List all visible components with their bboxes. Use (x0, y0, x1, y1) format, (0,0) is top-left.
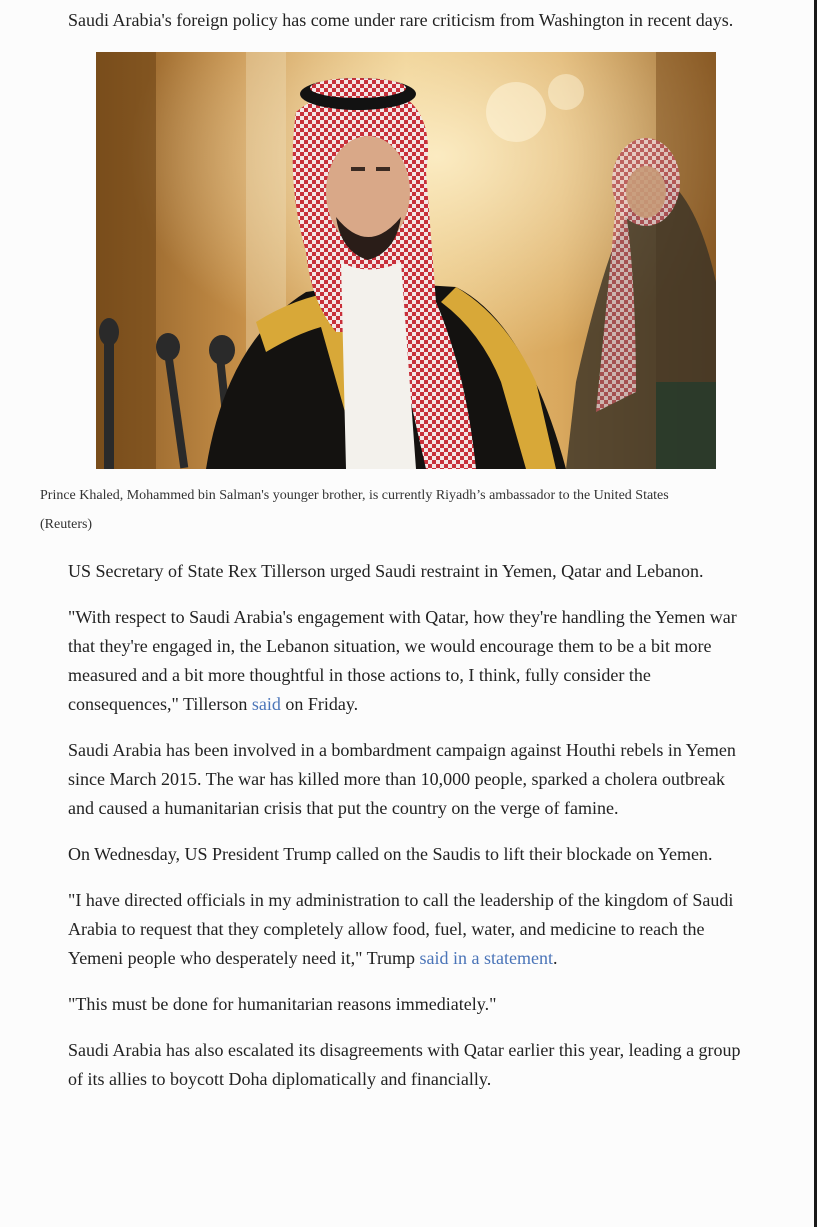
said-link[interactable]: said (251, 694, 281, 714)
article-body (40, 6, 748, 1111)
quote-text: "I have directed officials in my administration to call the leadership of the kingdom of Saudi Arabia to request that they completely allow food, fuel, water, and medicine to reach the Yemeni people who desperately need it," Trump (68, 890, 734, 968)
paragraph-trump: On Wednesday, US President Trump called on the Saudis to lift their blockade on Yemen. (68, 844, 713, 864)
statement-link[interactable]: said in a statement (419, 948, 553, 968)
paragraph-trump-quote (68, 886, 748, 973)
quote-text: "With respect to Saudi Arabia's engagement with Qatar, how they're handling the Yemen war that they're engaged in, the Lebanon situation, we would encourage them to be a bit more measured and a bit more thoughtful in those actions to, I think, fully consider the consequences," Tillerson (68, 607, 737, 714)
figure-caption: Prince Khaled, Mohammed bin Salman's younger brother, is currently Riyadh’s ambassador to the United States (Reuters) (40, 488, 669, 532)
paragraph-humanitarian: "This must be done for humanitarian reasons immediately." (68, 994, 497, 1014)
article-photo (96, 52, 716, 469)
paragraph-tillerson-quote (68, 603, 748, 719)
paragraph-qatar: Saudi Arabia has also escalated its disagreements with Qatar earlier this year, leading a group of its allies to boycott Doha diplomatically and financially. (68, 1040, 741, 1089)
paragraph-intro: Saudi Arabia's foreign policy has come under rare criticism from Washington in recent days. (68, 10, 734, 30)
quote-tail: . (552, 948, 558, 968)
quote-tail: on Friday. (280, 694, 359, 714)
paragraph-tillerson: US Secretary of State Rex Tillerson urged Saudi restraint in Yemen, Qatar and Lebanon. (68, 561, 704, 581)
paragraph-yemen: Saudi Arabia has been involved in a bombardment campaign against Houthi rebels in Yemen since March 2015. The war has killed more than 10,000 people, sparked a cholera outbreak and caused a humanitarian crisis that put the country on the verge of famine. (68, 740, 736, 818)
article-figure (96, 52, 716, 469)
